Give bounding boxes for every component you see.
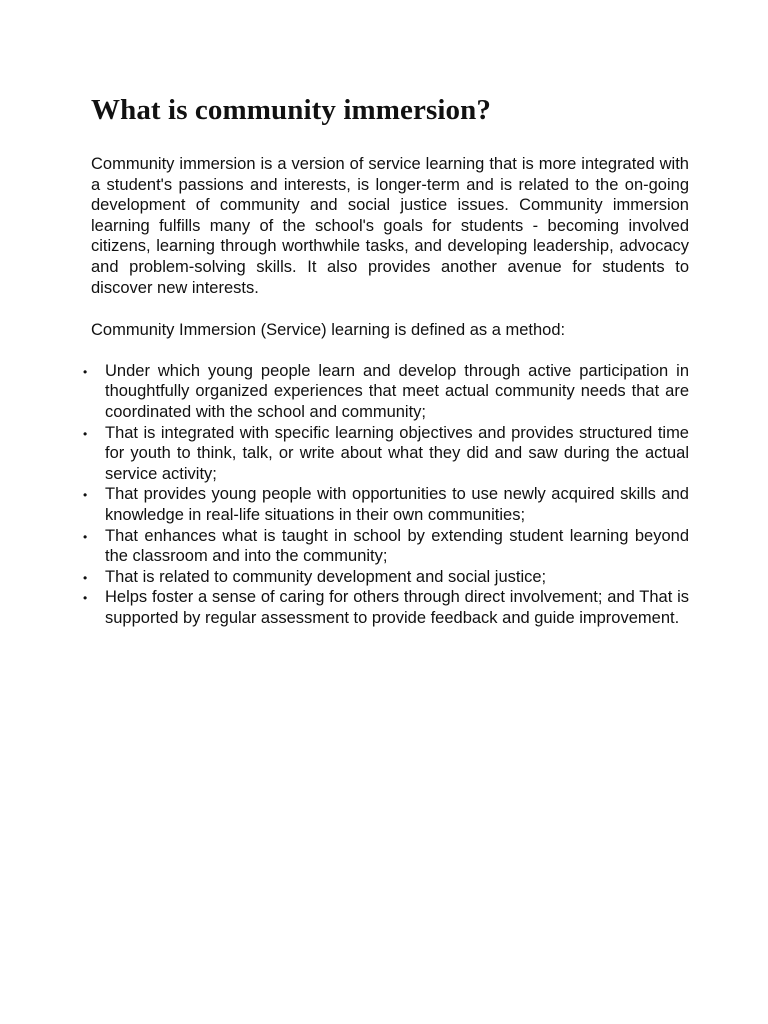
method-intro-paragraph: Community Immersion (Service) learning is defined as a method: <box>91 321 566 340</box>
bullet-item <box>83 361 689 423</box>
intro-paragraph: Community immersion is a version of service learning that is more integrated with a student's passions and interests, is longer-term and is related to the on-going development of community and social justice issues. Community immersion learning fulfills many of the school's goals for students - becoming involved citizens, learning through worthwhile tasks, and developing leadership, advocacy and problem-solving skills. It also provides another avenue for students to discover new interests. <box>91 155 689 297</box>
bullet-item <box>83 567 689 588</box>
bullet-item <box>83 484 689 525</box>
bullet-icon: • <box>83 529 88 544</box>
method-bullet-list <box>83 361 689 629</box>
bullet-icon: • <box>83 591 88 606</box>
bullet-text: Helps foster a sense of caring for others through direct involvement; and That is supported by regular assessment to provide feedback and guide improvement. <box>105 588 689 627</box>
bullet-text: That provides young people with opportunities to use newly acquired skills and knowledge in real-life situations in their own communities; <box>105 485 689 524</box>
bullet-item <box>83 423 689 485</box>
page-title: What is community immersion? <box>91 94 491 126</box>
bullet-text: That is related to community development and social justice; <box>105 567 547 586</box>
bullet-text: That is integrated with specific learning objectives and provides structured time for youth to think, talk, or write about what they did and saw during the actual service activity; <box>105 423 689 483</box>
bullet-icon: • <box>83 488 88 503</box>
bullet-icon: • <box>83 364 88 379</box>
bullet-text: Under which young people learn and develop through active participation in thoughtfully organized experiences that meet actual community needs that are coordinated with the school and community; <box>105 361 689 421</box>
bullet-text: That enhances what is taught in school by extending student learning beyond the classroom and into the community; <box>105 526 689 566</box>
bullet-icon: • <box>83 426 88 441</box>
bullet-icon: • <box>83 570 88 585</box>
bullet-item <box>83 526 689 567</box>
bullet-item <box>83 587 689 628</box>
